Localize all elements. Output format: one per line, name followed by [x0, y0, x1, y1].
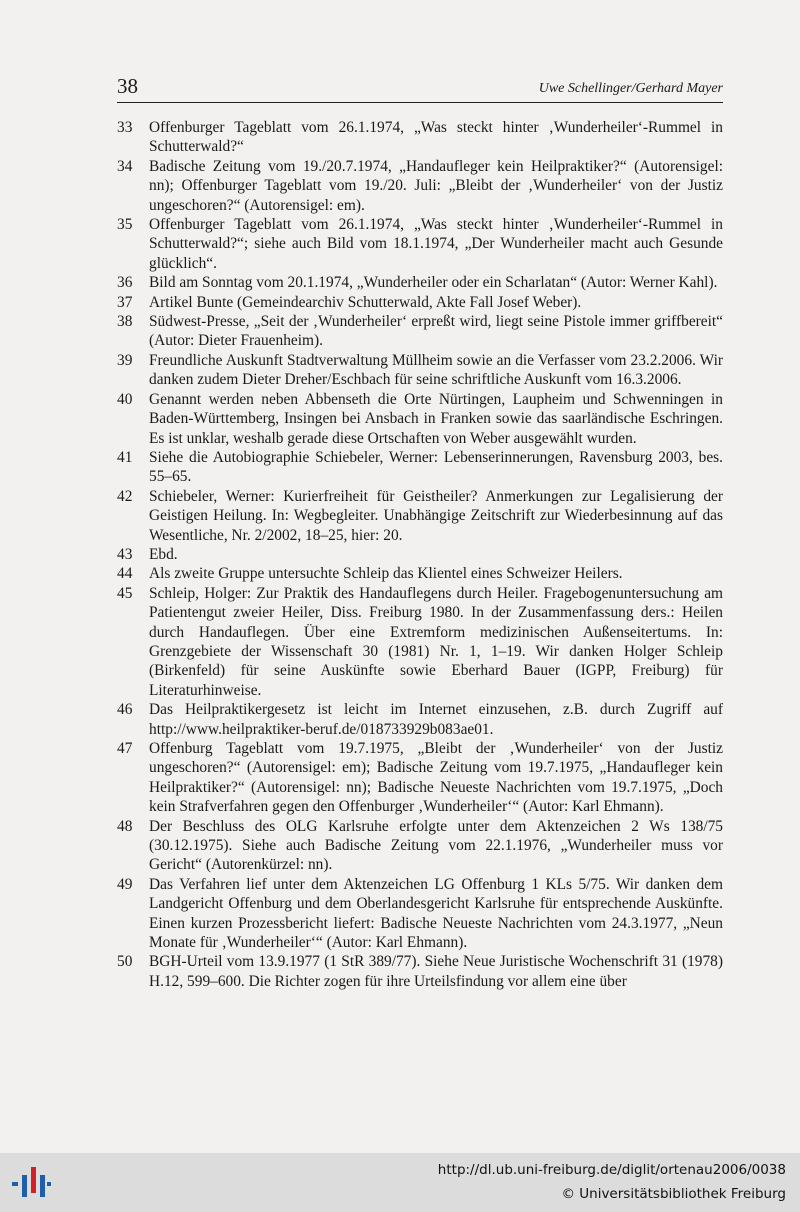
footnote-number: 44 — [117, 565, 133, 583]
footer-url-link[interactable]: http://dl.ub.uni-freiburg.de/diglit/ortenau2006/0038 — [437, 1162, 786, 1178]
footnote-text: Südwest-Presse, „Seit der ‚Wunderheiler‘ erpreßt wird, liegt seine Pistole immer griffbereit“ (Autor: Dieter Frauenheim). — [149, 313, 723, 350]
footnote-number: 35 — [117, 216, 133, 234]
footnote-number: 49 — [117, 875, 133, 893]
footnote-text: Badische Zeitung vom 19./20.7.1974, „Handaufleger kein Heilpraktiker?“ (Autorensigel: nn); Offenburger Tageblatt vom 19./20. Juli: „Bleibt der ‚Wunderheiler‘ von der Justiz ungeschoren?“ (Autorensigel: em). — [149, 157, 723, 214]
footnote-text: Schiebeler, Werner: Kurierfreiheit für Geistheiler? Anmerkungen zur Legalisierung der Geistigen Heilung. In: Wegbegleiter. Unabhängige Zeitschrift zur Wiederbesinnung auf das Wesentliche, Nr. 2/2002, 18–25, hier: 20. — [149, 487, 723, 544]
footnote-item — [117, 739, 723, 817]
footnote-item — [117, 564, 723, 583]
footnote-number: 36 — [117, 274, 133, 292]
footnote-text: Freundliche Auskunft Stadtverwaltung Müllheim sowie an die Verfasser vom 23.2.2006. Wir danken zudem Dieter Dreher/Eschbach für seine schriftliche Auskunft vom 16.3.2006. — [149, 351, 723, 389]
footer-bar — [0, 1153, 800, 1212]
footnote-text: Der Beschluss des OLG Karlsruhe erfolgte unter dem Aktenzeichen 2 Ws 138/75 (30.12.1975). Siehe auch Badische Zeitung vom 22.1.1976, „Wunderheiler muss vor Gericht“ (Autorenkürzel: nn). — [149, 817, 723, 874]
footnote-item — [117, 273, 723, 292]
footnote-text: Das Verfahren lief unter dem Aktenzeichen LG Offenburg 1 KLs 5/75. Wir danken dem Landgericht Offenburg und dem Oberlandesgericht Karlsruhe für entsprechende Auskünfte. Einen kurzen Prozessbericht liefert: Badische Neueste Nachrichten vom 24.3.1977, „Neun Monate für ‚Wunderheiler‘“ (Autor: Karl Ehmann). — [149, 875, 723, 952]
footnote-text: Siehe die Autobiographie Schiebeler, Werner: Lebenserinnerungen, Ravensburg 2003, bes. 55–65. — [149, 448, 723, 486]
footnote-number: 47 — [117, 740, 133, 757]
footnote-number: 46 — [117, 701, 133, 719]
footnote-number: 39 — [117, 351, 133, 369]
footnotes-list — [117, 118, 723, 991]
footnote-text: Genannt werden neben Abbenseth die Orte Nürtingen, Laupheim und Schwenningen in Baden-Württemberg, Insingen bei Ansbach in Franken sowie das saarländische Eschringen. Es ist unklar, weshalb gerade diese Ortschaften von Weber ausgewählt wurden. — [149, 390, 723, 447]
footnote-item — [117, 312, 723, 351]
footnote-number: 38 — [117, 313, 133, 331]
footnote-number: 40 — [117, 390, 133, 408]
footnote-number: 48 — [117, 817, 133, 835]
ub-freiburg-logo-icon[interactable] — [10, 1163, 52, 1205]
footnote-item — [117, 293, 723, 312]
footnote-number: 50 — [117, 953, 133, 971]
footer-copyright: © Universitätsbibliothek Freiburg — [561, 1186, 786, 1202]
footnote-text: Ebd. — [149, 545, 178, 563]
footnote-item — [117, 817, 723, 875]
footnote-number: 33 — [117, 119, 133, 136]
footnote-item — [117, 875, 723, 953]
footnote-text: Das Heilpraktikergesetz ist leicht im Internet einzusehen, z.B. durch Zugriff auf http://www.heilpraktiker-beruf.de/018733929b083ae01. — [149, 701, 723, 738]
footnote-text: Offenburger Tageblatt vom 26.1.1974, „Was steckt hinter ‚Wunderheiler‘-Rummel in Schutterwald?“ — [149, 119, 723, 156]
footnote-item — [117, 157, 723, 215]
footnote-number: 42 — [117, 487, 133, 505]
footnote-item — [117, 215, 723, 273]
footnote-text: Artikel Bunte (Gemeindearchiv Schutterwald, Akte Fall Josef Weber). — [149, 293, 582, 311]
footnote-text: Schleip, Holger: Zur Praktik des Handauflegens durch Heiler. Fragebogenuntersuchung am Patientengut zweier Heiler, Diss. Freiburg 1980. In der Zusammenfassung ders.: Heilen durch Handauflegen. Über eine Extremform medizinischen Außenseitertums. In: Grenzgebiete der Wissenschaft 30 (1981) Nr. 1, 1–19. Wir danken Holger Schleip (Birkenfeld) für seine Auskünfte sowie Eberhard Bauer (IGPP, Freiburg) für Literaturhinweise. — [149, 584, 723, 699]
footnote-item — [117, 390, 723, 448]
footnote-item — [117, 351, 723, 390]
footnote-number: 45 — [117, 584, 133, 602]
footnote-number: 34 — [117, 157, 133, 175]
page-header — [117, 74, 723, 103]
footnote-number: 41 — [117, 448, 133, 466]
footnote-item — [117, 952, 723, 991]
running-head: Uwe Schellinger/Gerhard Mayer — [538, 81, 723, 96]
footnote-item — [117, 545, 723, 564]
footnote-text: Bild am Sonntag vom 20.1.1974, „Wunderheiler oder ein Scharlatan“ (Autor: Werner Kahl). — [149, 274, 718, 292]
footnote-text: Als zweite Gruppe untersuchte Schleip das Klientel eines Schweizer Heilers. — [149, 565, 623, 583]
footnote-item — [117, 584, 723, 700]
footnote-number: 43 — [117, 545, 133, 563]
footnote-text: Offenburger Tageblatt vom 26.1.1974, „Was steckt hinter ‚Wunderheiler‘-Rummel in Schutterwald?“; siehe auch Bild vom 18.1.1974, „Der Wunderheiler macht auch Gesunde glücklich“. — [149, 216, 723, 272]
footnote-text: BGH-Urteil vom 13.9.1977 (1 StR 389/77). Siehe Neue Juristische Wochenschrift 31 (1978) H.12, 599–600. Die Richter zogen für ihre Urteilsfindung vor allem eine über — [149, 953, 723, 990]
footnote-item — [117, 700, 723, 739]
footnote-item — [117, 487, 723, 545]
footnote-text: Offenburg Tageblatt vom 19.7.1975, „Bleibt der ‚Wunderheiler‘ von der Justiz ungeschoren?“ (Autorensigel: em); Badische Zeitung vom 19.7.1975, „Handaufleger kein Heilpraktiker?“ (Autorensigel: nn); Badische Neueste Nachrichten vom 19.7.1975, „Doch kein Strafverfahren gegen den Offenburger ‚Wunderheiler‘“ (Autor: Karl Ehmann). — [149, 740, 723, 816]
footnote-item — [117, 118, 723, 157]
footnote-item — [117, 448, 723, 487]
page-number: 38 — [117, 74, 138, 98]
footnote-number: 37 — [117, 293, 133, 311]
